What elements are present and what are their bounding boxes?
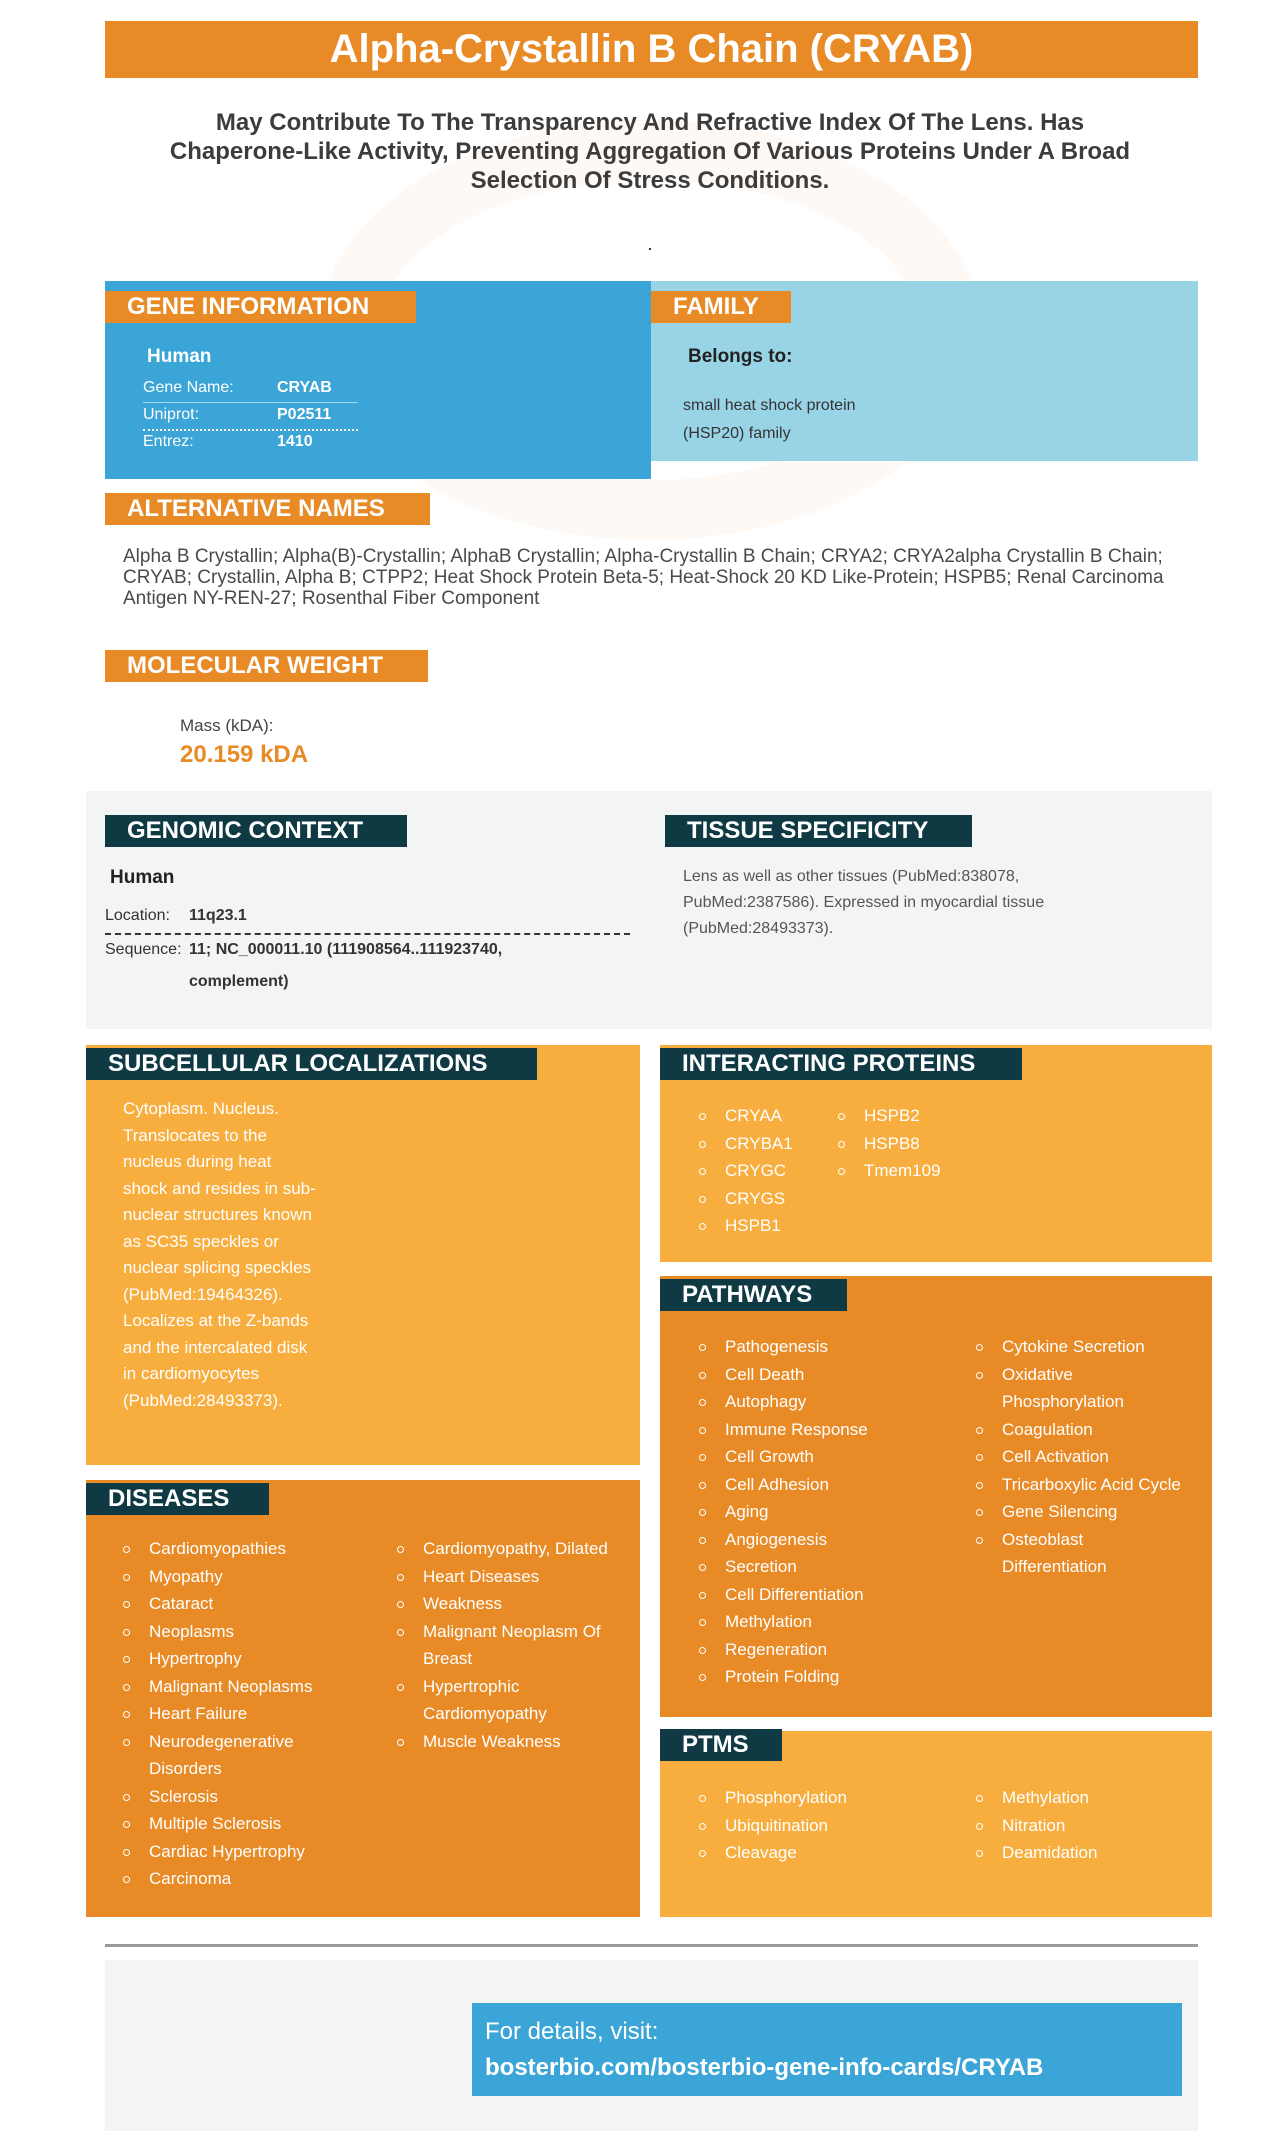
- pathway-item: Tricarboxylic Acid Cycle: [976, 1471, 1201, 1499]
- gene-name-value: CRYAB: [277, 379, 332, 396]
- pathway-item: Methylation: [699, 1608, 939, 1636]
- mass-value: 20.159 kDA: [180, 741, 309, 768]
- pathway-item: Cytokine Secretion: [976, 1333, 1201, 1361]
- uniprot-label: Uniprot:: [143, 406, 200, 423]
- protein-item: CRYAA: [699, 1102, 849, 1130]
- pathways-list-col2: [976, 1333, 1201, 1581]
- location-value: 11q23.1: [189, 907, 247, 924]
- diseases-list-col1: [123, 1535, 368, 1893]
- gene-name-label: Gene Name:: [143, 379, 234, 396]
- details-link-box[interactable]: [472, 2003, 1182, 2096]
- protein-item: Tmem109: [838, 1157, 988, 1185]
- disease-item: Neurodegenerative Disorders: [123, 1728, 309, 1783]
- uniprot-row: [143, 403, 358, 431]
- tissue-text-line1: Lens as well as other tissues (PubMed:838078,: [683, 868, 1020, 885]
- pathway-item: Immune Response: [699, 1416, 939, 1444]
- entrez-row: [143, 430, 358, 456]
- ptm-item: Deamidation: [976, 1839, 1201, 1867]
- disease-item: Malignant Neoplasm Of Breast: [397, 1618, 617, 1673]
- disease-item: Cataract: [123, 1590, 368, 1618]
- ptms-header: PTMS: [660, 1729, 782, 1761]
- mass-label: Mass (kDA):: [180, 716, 274, 735]
- genomic-context-header: GENOMIC CONTEXT: [105, 815, 407, 847]
- disease-item: Hypertrophic Cardiomyopathy: [397, 1673, 563, 1728]
- genomic-species: Human: [110, 867, 175, 888]
- pathway-item: Cell Activation: [976, 1443, 1201, 1471]
- separator-dot: [649, 248, 651, 250]
- diseases-header: DISEASES: [86, 1483, 269, 1515]
- location-divider: [105, 933, 630, 935]
- family-text-line1: small heat shock protein: [683, 397, 856, 414]
- subcellular-line: shock and resides in sub-: [123, 1178, 316, 1198]
- tissue-specificity-header: TISSUE SPECIFICITY: [665, 815, 972, 847]
- subcellular-localizations-header: SUBCELLULAR LOCALIZATIONS: [86, 1048, 537, 1080]
- disease-item: Cardiac Hypertrophy: [123, 1838, 368, 1866]
- subcellular-line: Translocates to the: [123, 1125, 267, 1145]
- pathway-item: Regeneration: [699, 1636, 939, 1664]
- subcellular-line: and the intercalated disk: [123, 1337, 308, 1357]
- subcellular-line: as SC35 speckles or: [123, 1231, 279, 1251]
- disease-item: Carcinoma: [123, 1865, 368, 1893]
- subcellular-line: (PubMed:19464326).: [123, 1284, 283, 1304]
- protein-item: HSPB2: [838, 1102, 988, 1130]
- ptm-item: Nitration: [976, 1812, 1201, 1840]
- disease-item: Cardiomyopathies: [123, 1535, 368, 1563]
- disease-item: Myopathy: [123, 1563, 368, 1591]
- tissue-text-line2: PubMed:2387586). Expressed in myocardial tissue: [683, 894, 1045, 911]
- disease-item: Neoplasms: [123, 1618, 368, 1646]
- pathway-item: Angiogenesis: [699, 1526, 939, 1554]
- disease-item: Muscle Weakness: [397, 1728, 617, 1756]
- interacting-list-col1: [699, 1102, 849, 1240]
- pathway-item: Cell Adhesion: [699, 1471, 939, 1499]
- interacting-proteins-header: INTERACTING PROTEINS: [660, 1048, 1022, 1080]
- ptm-item: Cleavage: [699, 1839, 939, 1867]
- subcellular-line: nuclear structures known: [123, 1205, 312, 1224]
- protein-item: CRYGC: [699, 1157, 849, 1185]
- subcellular-line: Cytoplasm. Nucleus.: [123, 1099, 279, 1118]
- pathway-item: Aging: [699, 1498, 939, 1526]
- details-url-link[interactable]: bosterbio.com/bosterbio-gene-info-cards/CRYAB: [485, 2054, 1044, 2081]
- disease-item: Heart Failure: [123, 1700, 368, 1728]
- ptm-item: Methylation: [976, 1784, 1201, 1812]
- tissue-text-line3: (PubMed:28493373).: [683, 920, 834, 937]
- pathway-item: Gene Silencing: [976, 1498, 1201, 1526]
- page-subtitle: May Contribute To The Transparency And Refractive Index Of The Lens. Has Chaperone-Like Activity, Preventing Aggregation Of Various Proteins Under A Broad Selection Of Stress Conditions.: [169, 109, 1131, 194]
- pathway-item: Cell Differentiation: [699, 1581, 939, 1609]
- pathway-item: Osteoblast Differentiation: [976, 1526, 1142, 1581]
- gene-information-header: GENE INFORMATION: [105, 291, 416, 323]
- interacting-list-col2: [838, 1102, 988, 1185]
- family-belongs-label: Belongs to:: [688, 346, 793, 367]
- pathway-item: Pathogenesis: [699, 1333, 939, 1361]
- subcellular-line: Localizes at the Z-bands: [123, 1311, 309, 1330]
- uniprot-value: P02511: [277, 406, 332, 423]
- pathways-list-col1: [699, 1333, 939, 1691]
- location-label: Location:: [105, 907, 170, 924]
- disease-item: Weakness: [397, 1590, 617, 1618]
- protein-item: HSPB1: [699, 1212, 849, 1240]
- details-label: For details, visit:: [485, 2018, 659, 2045]
- disease-item: Sclerosis: [123, 1783, 368, 1811]
- page-title: Alpha-Crystallin B Chain (CRYAB): [105, 21, 1198, 78]
- alternative-names-text: Alpha B Crystallin; Alpha(B)-Crystallin; AlphaB Crystallin; Alpha-Crystallin B Chain; CRYA2; CRYA2alpha Crystallin B Chain; CRYAB; Crystallin, Alpha B; CTPP2; Heat Shock Protein Beta-5; Heat-Shock 20 KD Like-Protein; HSPB5; Renal Carcinoma Antigen NY-REN-27; Rosenthal Fiber Component: [123, 546, 1164, 609]
- subcellular-line: (PubMed:28493373).: [123, 1390, 283, 1410]
- disease-item: Heart Diseases: [397, 1563, 617, 1591]
- alternative-names-header: ALTERNATIVE NAMES: [105, 493, 430, 525]
- family-header: FAMILY: [651, 291, 791, 323]
- subcellular-line: nuclear splicing speckles: [123, 1258, 312, 1277]
- gene-species: Human: [147, 346, 212, 367]
- pathway-item: Autophagy: [699, 1388, 939, 1416]
- subcellular-line: nucleus during heat: [123, 1152, 272, 1171]
- disease-item: Hypertrophy: [123, 1645, 368, 1673]
- ptm-item: Phosphorylation: [699, 1784, 939, 1812]
- pathway-item: Protein Folding: [699, 1663, 939, 1691]
- footer-divider: [105, 1944, 1198, 1947]
- pathway-item: Cell Death: [699, 1361, 939, 1389]
- protein-item: CRYGS: [699, 1185, 849, 1213]
- ptms-list-col2: [976, 1784, 1201, 1867]
- molecular-weight-header: MOLECULAR WEIGHT: [105, 650, 428, 682]
- protein-item: HSPB8: [838, 1130, 988, 1158]
- protein-item: CRYBA1: [699, 1130, 849, 1158]
- subcellular-text: [123, 1096, 353, 1414]
- ptm-item: Ubiquitination: [699, 1812, 939, 1840]
- sequence-value-line2: complement): [189, 973, 289, 990]
- subcellular-line: in cardiomyocytes: [123, 1364, 260, 1383]
- pathway-item: Cell Growth: [699, 1443, 939, 1471]
- gene-name-row: [143, 376, 358, 403]
- disease-item: Multiple Sclerosis: [123, 1810, 368, 1838]
- pathway-item: Secretion: [699, 1553, 939, 1581]
- pathway-item: Coagulation: [976, 1416, 1201, 1444]
- sequence-value-line1: 11; NC_000011.10 (111908564..111923740,: [189, 941, 503, 958]
- disease-item: Cardiomyopathy, Dilated: [397, 1535, 617, 1563]
- pathways-header: PATHWAYS: [660, 1279, 847, 1311]
- family-text-line2: (HSP20) family: [683, 425, 791, 442]
- pathway-item: Oxidative Phosphorylation: [976, 1361, 1142, 1416]
- diseases-list-col2: [397, 1535, 617, 1755]
- entrez-label: Entrez:: [143, 433, 194, 450]
- disease-item: Malignant Neoplasms: [123, 1673, 368, 1701]
- entrez-value: 1410: [277, 433, 313, 450]
- sequence-label: Sequence:: [105, 941, 182, 958]
- ptms-list-col1: [699, 1784, 939, 1867]
